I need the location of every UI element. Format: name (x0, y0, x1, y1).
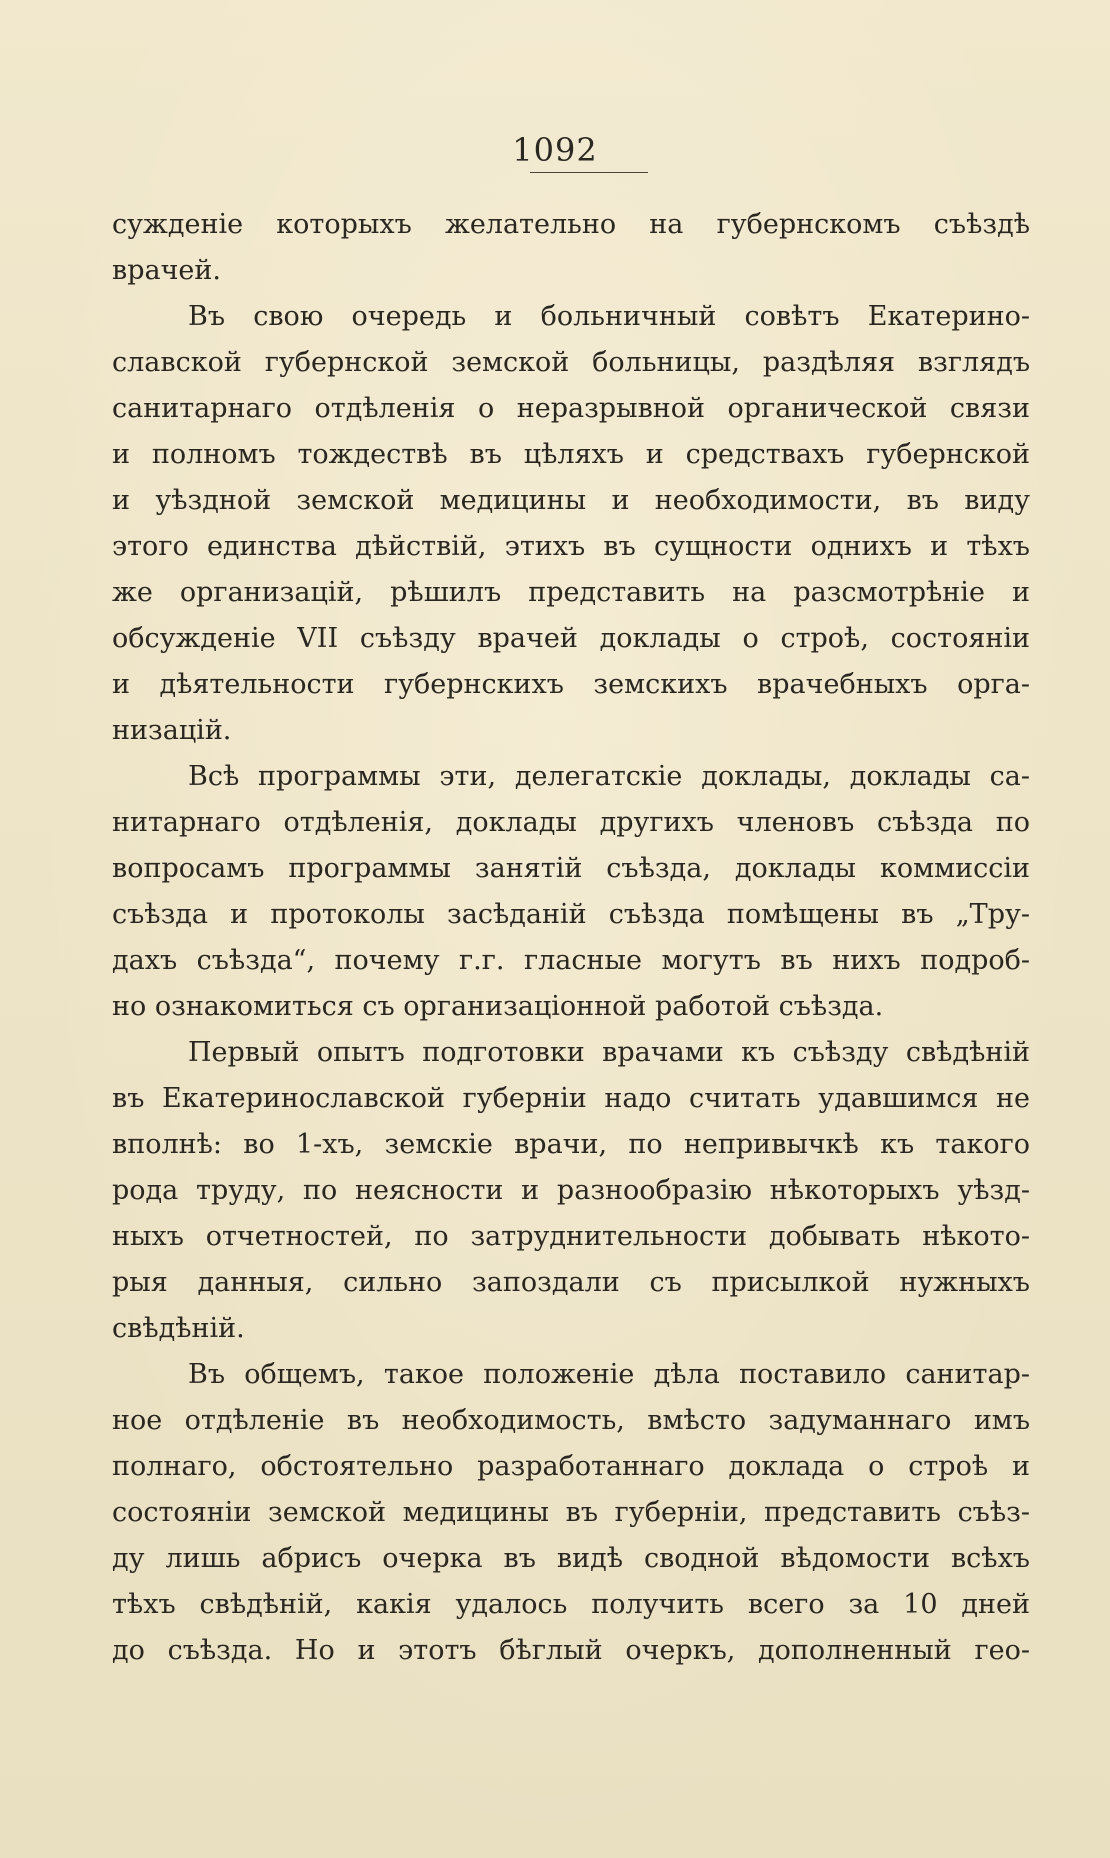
text-line: сужденіе которыхъ желательно на губернскомъ съѣздѣ (112, 209, 1030, 240)
text-line: санитарнаго отдѣленія о неразрывной органической связи (112, 393, 1030, 424)
text-line: свѣдѣній. (112, 1313, 245, 1344)
text-line: ду лишь абрисъ очерка въ видѣ сводной вѣдомости всѣхъ (112, 1543, 1030, 1574)
text-line: состояніи земской медицины въ губерніи, представить съѣз- (112, 1497, 1030, 1528)
text-line: вопросамъ программы занятій съѣзда, доклады коммиссіи (112, 853, 1030, 884)
text-line: до съѣзда. Но и этотъ бѣглый очеркъ, дополненный гео- (112, 1635, 1030, 1666)
text-line: нитарнаго отдѣленія, доклады другихъ членовъ съѣзда по (112, 807, 1030, 838)
text-line: Всѣ программы эти, делегатскіе доклады, доклады са- (188, 761, 1030, 792)
text-line: ныхъ отчетностей, по затруднительности добывать нѣкото- (112, 1221, 1030, 1252)
text-line: этого единства дѣйствій, этихъ въ сущности однихъ и тѣхъ (112, 531, 1030, 562)
text-line: обсужденіе VII съѣзду врачей доклады о строѣ, состояніи (112, 623, 1030, 654)
text-line: дахъ съѣзда“, почему г.г. гласные могутъ въ нихъ подроб- (112, 945, 1030, 976)
page-number: 1092 (512, 131, 598, 169)
text-line: полнаго, обстоятельно разработаннаго доклада о строѣ и (112, 1451, 1030, 1482)
body-text (112, 202, 1030, 1674)
text-line: рода труду, по неясности и разнообразію нѣкоторыхъ уѣзд- (112, 1175, 1030, 1206)
text-line: врачей. (112, 255, 221, 286)
text-line: вполнѣ: во 1-хъ, земскіе врачи, по непривычкѣ къ такого (112, 1129, 1030, 1160)
text-line: въ Екатеринославской губерніи надо считать удавшимся не (112, 1083, 1030, 1114)
text-line: но ознакомиться съ организаціонной работой съѣзда. (112, 991, 884, 1022)
text-line: низацій. (112, 715, 232, 746)
text-line: и полномъ тождествѣ въ цѣляхъ и средствахъ губернской (112, 439, 1030, 470)
text-line: Въ общемъ, такое положеніе дѣла поставило санитар- (188, 1359, 1030, 1390)
text-line: и уѣздной земской медицины и необходимости, въ виду (112, 485, 1030, 516)
text-line: ное отдѣленіе въ необходимость, вмѣсто задуманнаго имъ (112, 1405, 1030, 1436)
text-line: и дѣятельности губернскихъ земскихъ врачебныхъ орга- (112, 669, 1030, 700)
text-line: съѣзда и протоколы засѣданій съѣзда помѣщены въ „Тру- (112, 899, 1030, 930)
header-rule (530, 172, 648, 173)
text-line: Въ свою очередь и больничный совѣтъ Екатерино- (188, 301, 1030, 332)
text-line: рыя данныя, сильно запоздали съ присылкой нужныхъ (112, 1267, 1030, 1298)
text-line: славской губернской земской больницы, раздѣляя взглядъ (112, 347, 1030, 378)
text-line: Первый опытъ подготовки врачами къ съѣзду свѣдѣній (188, 1037, 1030, 1068)
text-line: тѣхъ свѣдѣній, какія удалось получить всего за 10 дней (112, 1589, 1030, 1620)
text-line: же организацій, рѣшилъ представить на разсмотрѣніе и (112, 577, 1030, 608)
